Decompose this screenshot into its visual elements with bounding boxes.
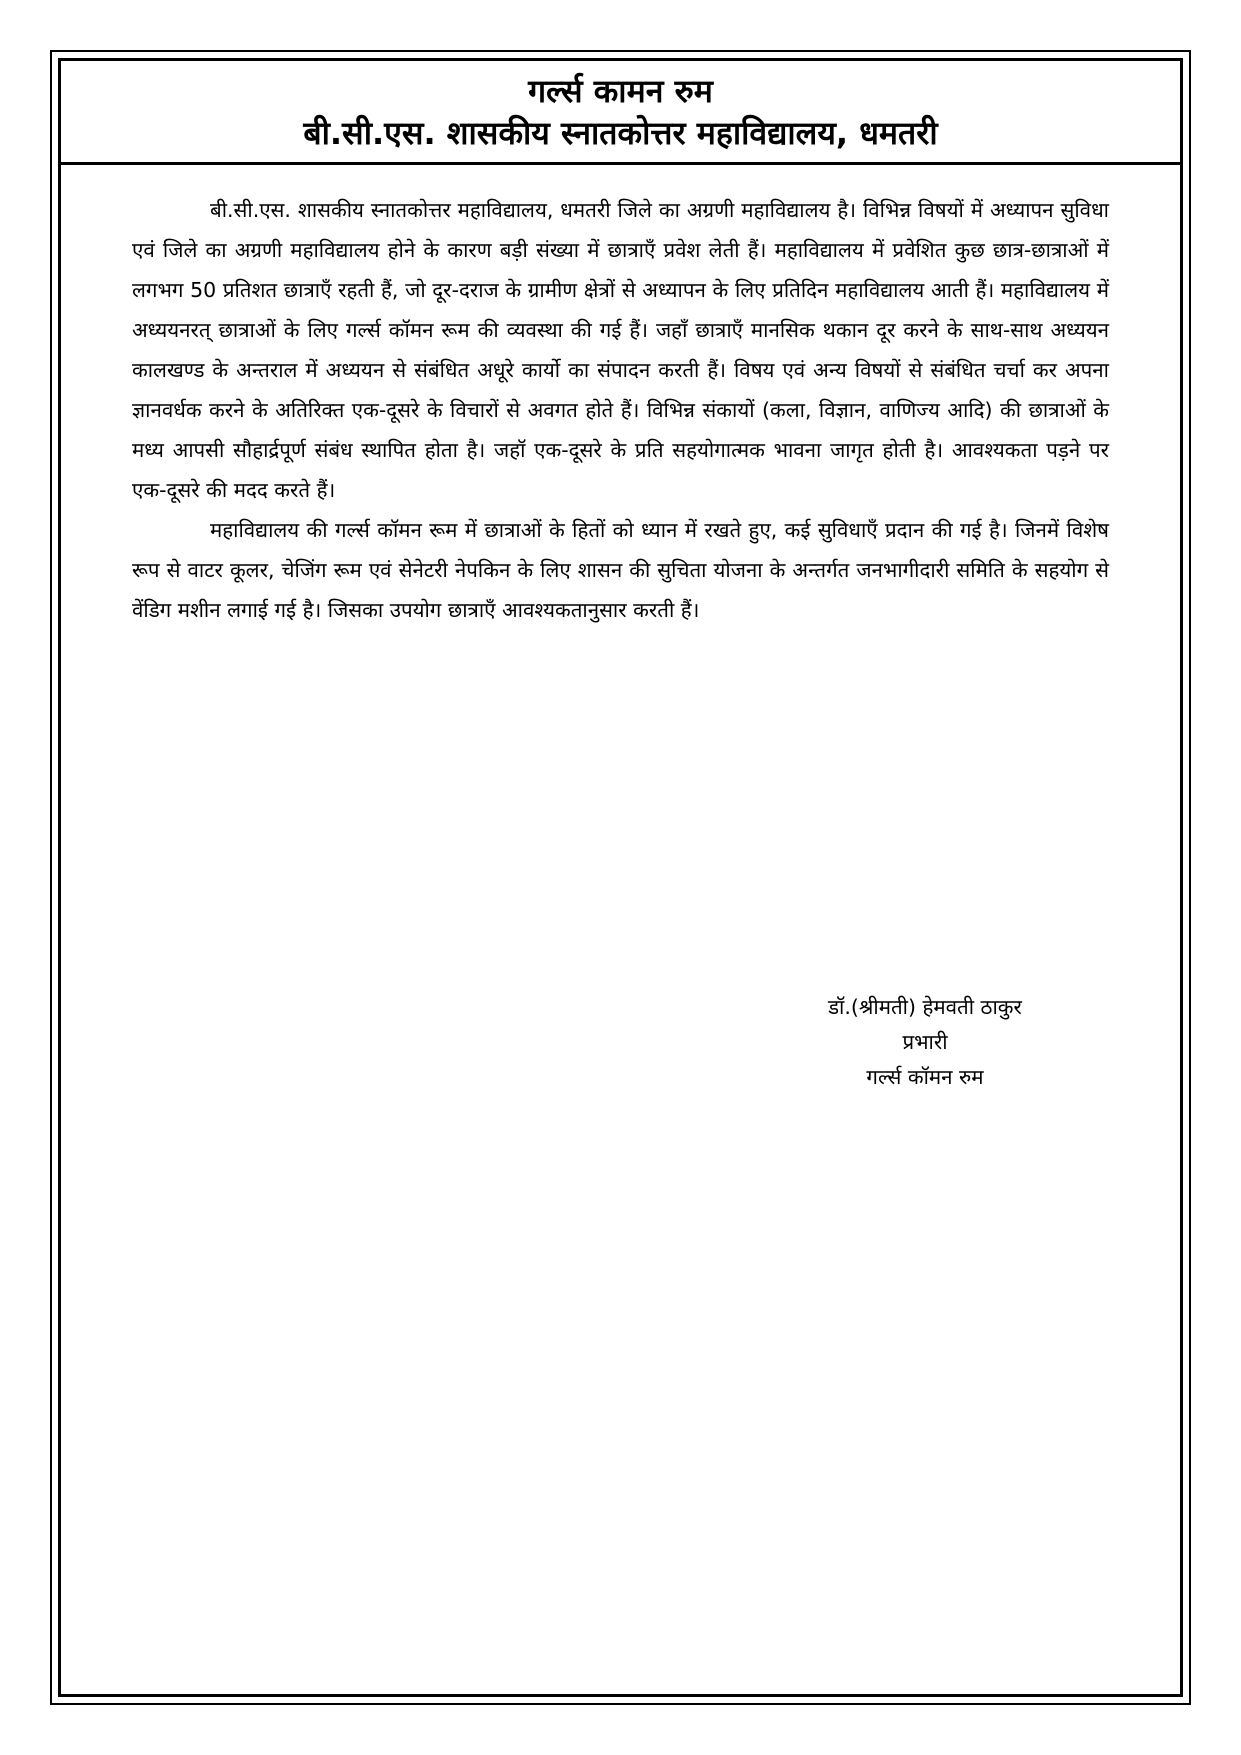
body-paragraph-1: बी.सी.एस. शासकीय स्नातकोत्तर महाविद्यालय, धमतरी जिले का अग्रणी महाविद्यालय है। विभिन्न विषयों में अध्यापन सुविधा एवं जिले का अग्रणी महाविद्यालय होने के कारण बड़ी संख्या में छात्राएँ प्रवेश लेती हैं। महाविद्यालय में प्रवेशित कुछ छात्र-छात्राओं में लगभग 50 प्रतिशत छात्राएँ रहती हैं, जो दूर-दराज के ग्रामीण क्षेत्रों से अध्यापन के लिए प्रतिदिन महाविद्यालय आती हैं। महाविद्यालय में अध्ययनरत् छात्राओं के लिए गर्ल्स कॉमन रूम की व्यवस्था की गई हैं। जहाँ छात्राएँ मानसिक थकान दूर करने के साथ-साथ अध्ययन कालखण्ड के अन्तराल में अध्ययन से संबंधित अधूरे कार्यो का संपादन करती हैं। विषय एवं अन्य विषयों से संबंधित चर्चा कर अपना ज्ञानवर्धक करने के अतिरिक्त एक-दूसरे के विचारों से अवगत होते हैं। विभिन्न संकायों (कला, विज्ञान, वाणिज्य आदि) की छात्राओं के मध्य आपसी सौहार्द्रपूर्ण संबंध स्थापित होता है। जहॉ एक-दूसरे के प्रति सहयोगात्मक भावना जागृत होती है। आवश्यकता पड़ने पर एक-दूसरे की मदद करते हैं।	[132, 198, 1109, 502]
body-paragraph-2: महाविद्यालय की गर्ल्स कॉमन रूम में छात्राओं के हितों को ध्यान में रखते हुए, कई सुविधाएँ प्रदान की गई है। जिनमें विशेष रूप से वाटर कूलर, चेजिंग रूम एवं सेनेटरी नेपकिन के लिए शासन की सुचिता योजना के अन्तर्गत जनभागीदारी समिति के सहयोग से वेंडिग मशीन लगाई गई है। जिसका उपयोग छात्राएँ आवश्यकतानुसार करती हैं।	[132, 518, 1109, 622]
document-title: गर्ल्स कामन रुम	[528, 72, 713, 110]
document-header	[61, 61, 1180, 165]
institution-name: बी.सी.एस. शासकीय स्नातकोत्तर महाविद्यालय, धमतरी	[303, 114, 938, 152]
signatory-name: डॉ.(श्रीमती) हेमवती ठाकुर	[828, 995, 1022, 1019]
signatory-designation: प्रभारी	[902, 1030, 948, 1054]
signatory-department: गर्ल्स कॉमन रुम	[866, 1065, 984, 1089]
signature-block	[775, 990, 1075, 1095]
document-body	[132, 190, 1109, 630]
